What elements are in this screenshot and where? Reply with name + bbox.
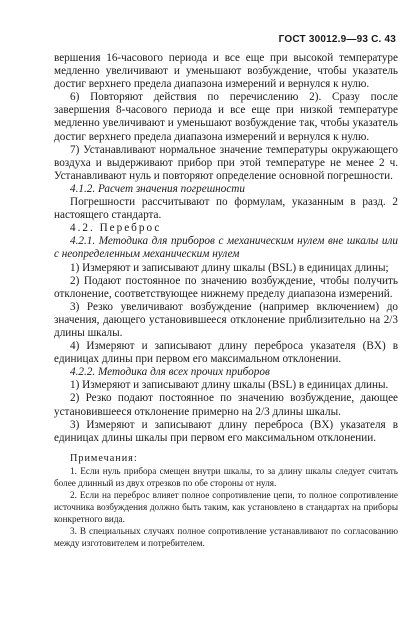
paragraph-continuation: вершения 16-часового периода и все еще при высокой температуре медленно увеличивают и уменьшают возбуждение, чтобы указатель достиг верхнего предела диапазона измерений и вернулся к нулю. [54,52,398,91]
section-4-2-2-heading: 4.2.2. Методика для всех прочих приборов [70,366,270,379]
note-3: 3. В специальных случаях полное сопротивление устанавливают по согласованию между изготовителем и потребителем. [54,526,398,549]
step-4-2-2-3: 3) Измеряют и записывают длину переброса (BX) указателя в единицах длины шкалы при первом его максимальном отклонении. [54,418,398,444]
note-2: 2. Если на переброс влияет полное сопротивление цепи, то полное сопротивление источника возбуждения должно быть таким, как установлено в стандартах на приборы конкретного вида. [54,490,398,525]
step-6: 6) Повторяют действия по перечислению 2). Сразу после завершения 8-часового периода и все еще при низкой температуре медленно увеличивают и уменьшают возбуждение так, чтобы указатель достиг верхнего предела диапазона измерений и вернулся к нулю. [54,91,398,143]
step-4-2-2-2: 2) Резко подают постоянное по значению возбуждение, дающее установившееся отклонение примерно на 2/3 длины шкалы. [54,392,398,418]
section-4-1-2-text: Погрешности рассчитывают по формулам, указанным в разд. 2 настоящего стандарта. [54,196,398,222]
section-4-1-2-heading: 4.1.2. Расчет значения погрешности [70,182,245,195]
step-4-2-1-4: 4) Измеряют и записывают длину переброса указателя (BX) в единицах длины при первом его максимальном отклонении. [54,340,398,366]
page-header: ГОСТ 30012.9—93 С. 43 [278,34,396,45]
step-4-2-1-3: 3) Резко увеличивают возбуждение (например включением) до значения, дающего установившееся отклонение приблизительно на 2/3 длины шкалы. [54,300,398,339]
note-1: 1. Если нуль прибора смещен внутри шкалы, то за длину шкалы следует считать более длинный из двух отрезков по обе стороны от нуля. [54,465,398,488]
step-7: 7) Устанавливают нормальное значение температуры окружающего воздуха и выдерживают прибор при этой температуре не менее 2 ч. Устанавливают нуль и повторяют определение основной погрешности. [54,143,398,182]
section-4-2-1-heading: 4.2.1. Методика для приборов с механическим нулем вне шкалы или с неопределенным механическим нулем [54,235,398,261]
section-4-2-heading: 4.2. Переброс [70,222,162,235]
step-4-2-1-2: 2) Подают постоянное по значению возбуждение, чтобы получить отклонение, соответствующее нижнему пределу диапазона измерений. [54,274,398,300]
step-4-2-1-1: 1) Измеряют и записывают длину шкалы (BSL) в единицах длины; [70,261,389,274]
document-body [54,52,398,550]
step-4-2-2-1: 1) Измеряют и записывают длину шкалы (BSL) в единицах длины. [70,379,389,392]
notes-title: Примечания: [70,452,138,464]
